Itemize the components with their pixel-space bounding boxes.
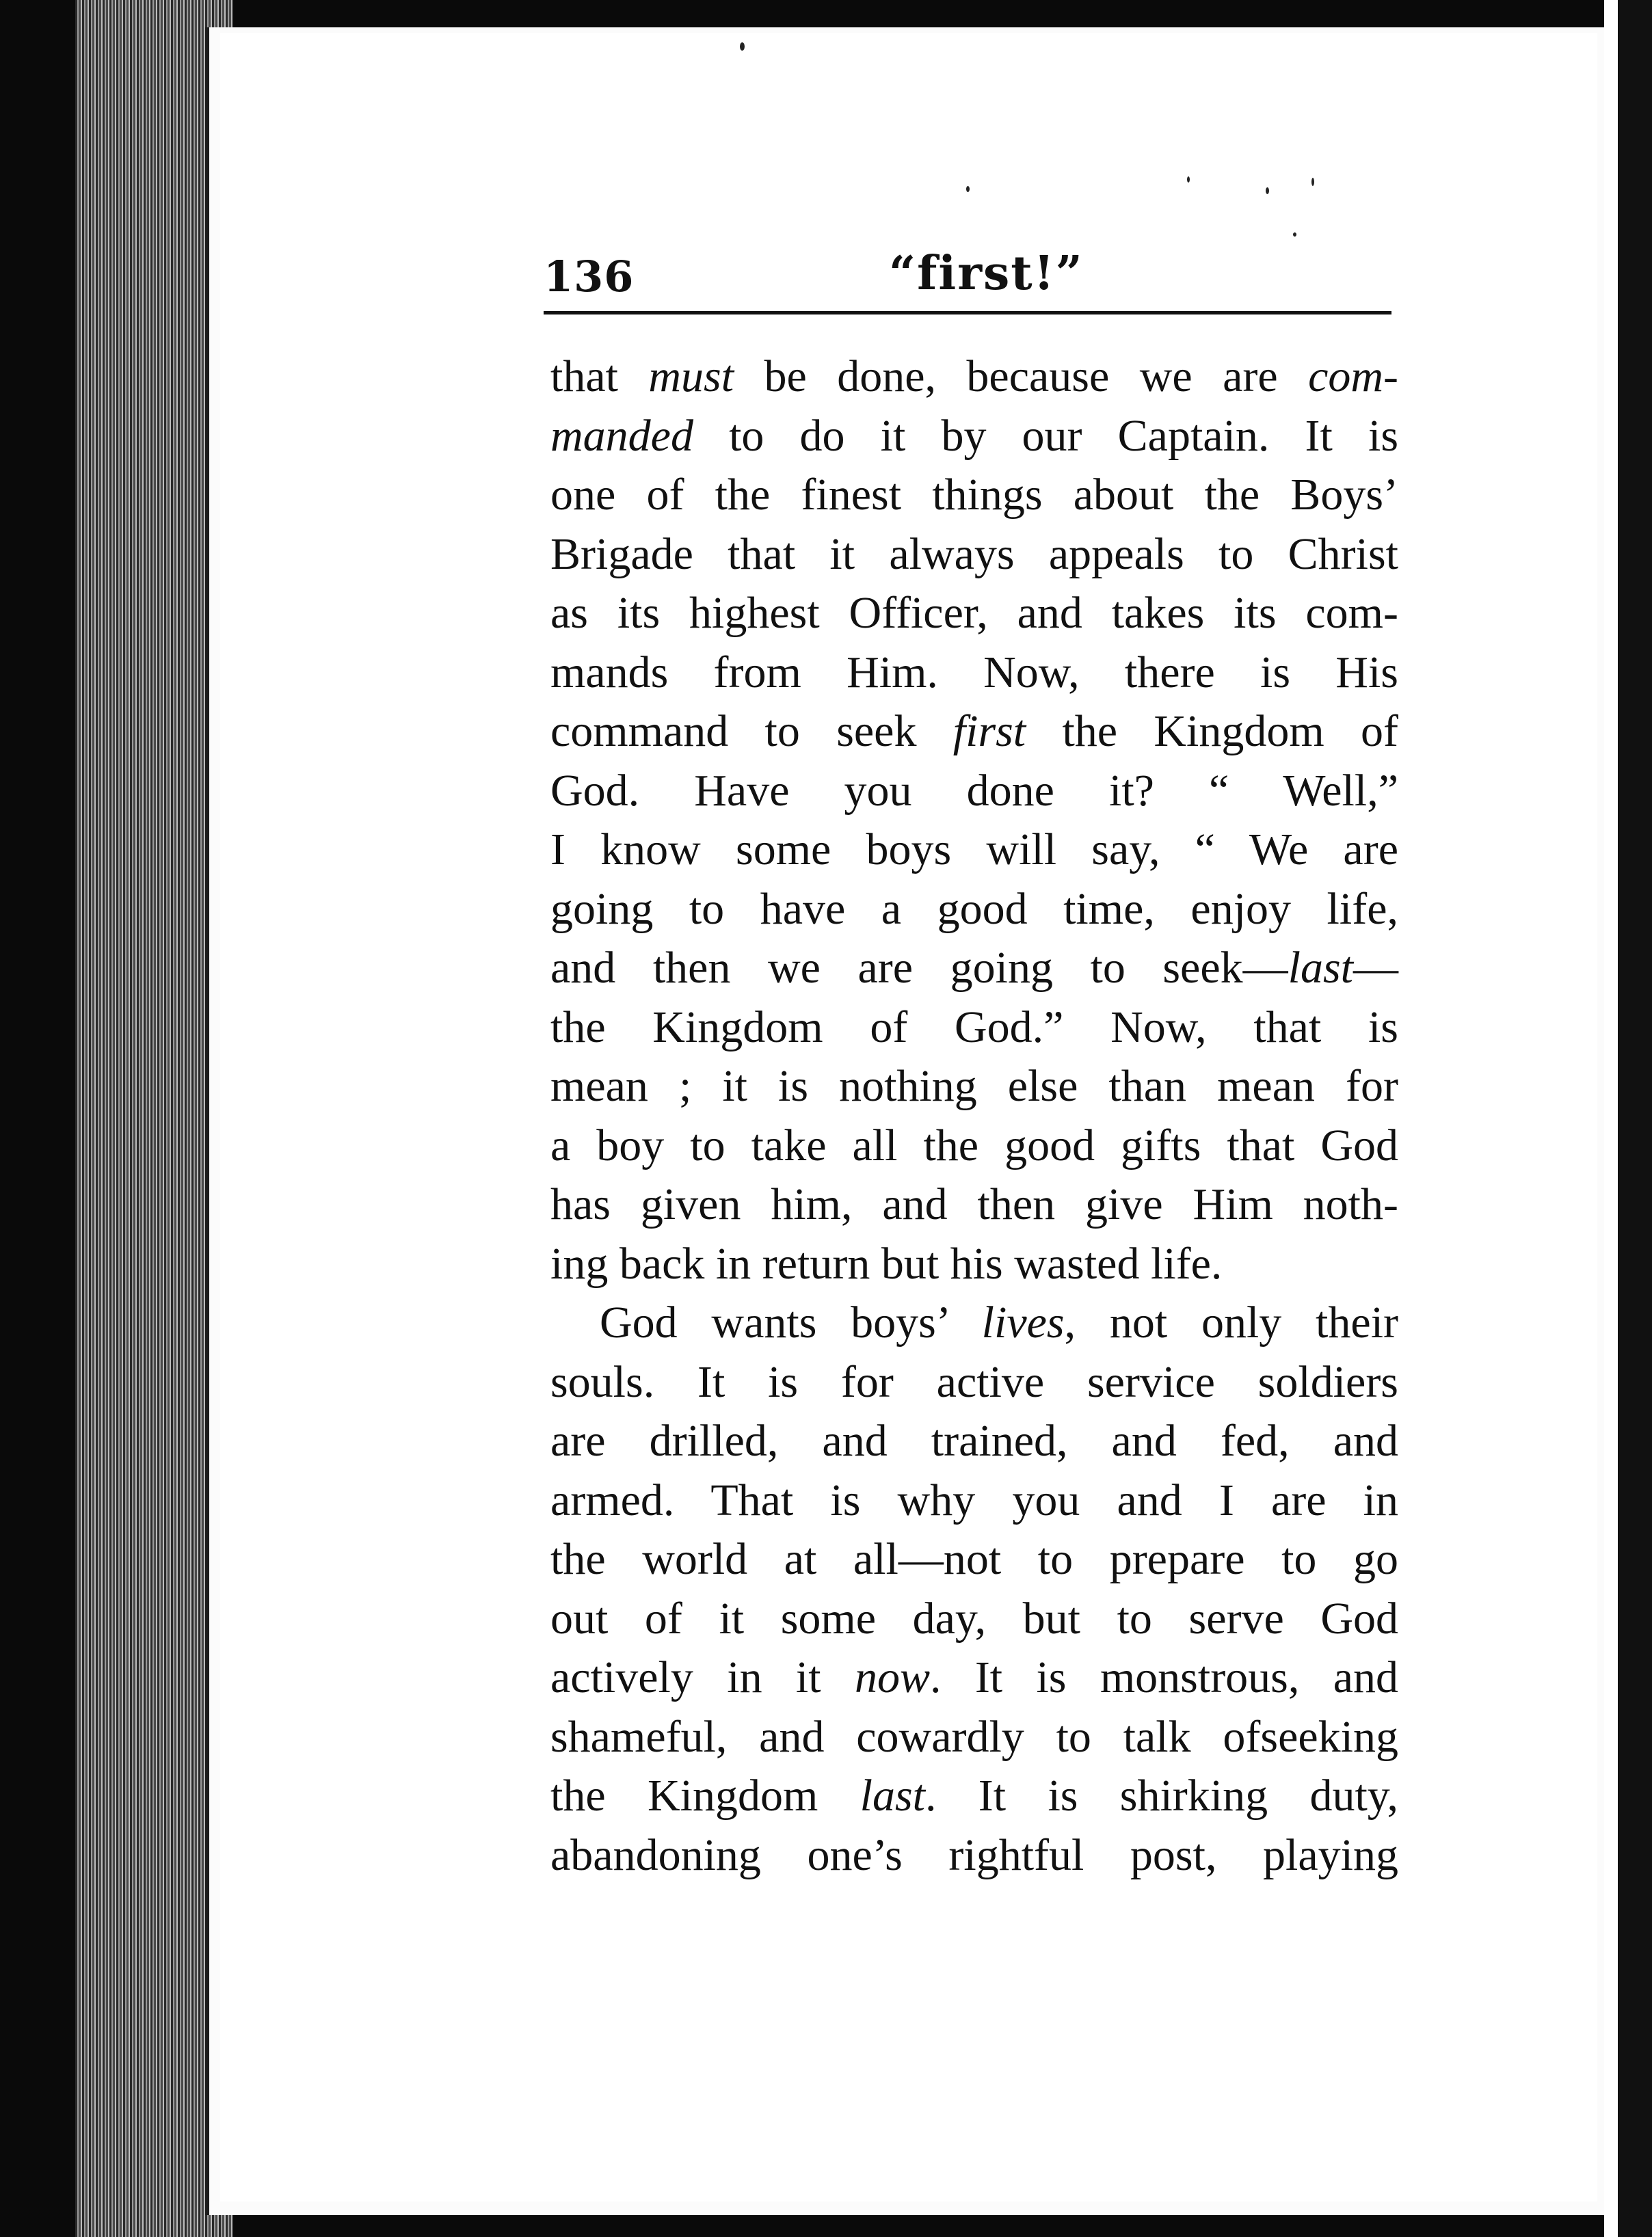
text-run: shameful, and cowardly to talk ofseeking (550, 1711, 1398, 1762)
text-line (550, 1412, 1398, 1471)
scan-speck (740, 42, 745, 51)
italic-text: manded (550, 410, 693, 461)
book-right-edge (1604, 0, 1652, 2237)
text-line (550, 1175, 1398, 1235)
text-line (550, 939, 1398, 998)
text-line (550, 702, 1398, 762)
text-line (550, 820, 1398, 880)
text-run: as its highest Officer, and takes its com- (550, 588, 1398, 638)
text-run: a boy to take all the good gifts that God (550, 1120, 1398, 1170)
text-run: to do it by our Captain. It is (693, 410, 1398, 461)
italic-text: must (648, 351, 734, 401)
text-run: the Kingdom of (1026, 706, 1398, 756)
text-run: mean ; it is nothing else than mean for (550, 1061, 1398, 1111)
paragraph (550, 1294, 1398, 1885)
scan-speck (1187, 176, 1190, 183)
scan-speck (1266, 187, 1269, 194)
text-line (550, 998, 1398, 1058)
text-run: abandoning one’s rightful post, playing (550, 1830, 1398, 1880)
page-header (544, 246, 1395, 328)
text-run: out of it some day, but to serve God (550, 1593, 1398, 1644)
text-run: — (1353, 943, 1398, 993)
text-line (550, 762, 1398, 821)
text-run: has given him, and then give Him noth- (550, 1179, 1398, 1229)
body-text (550, 347, 1398, 1885)
text-run: the world at all—not to prepare to go (550, 1534, 1398, 1584)
italic-text: last (860, 1771, 925, 1821)
italic-text: lives (981, 1298, 1065, 1348)
text-line (550, 347, 1398, 407)
text-line (550, 1648, 1398, 1708)
text-run: Brigade that it always appeals to Christ (550, 528, 1398, 579)
scan-speck (1311, 178, 1314, 186)
text-run: armed. That is why you and I are in (550, 1475, 1398, 1525)
text-line (550, 1767, 1398, 1826)
text-run: God wants boys’ (600, 1298, 982, 1348)
text-run: actively in it (550, 1652, 855, 1702)
text-line (550, 407, 1398, 466)
text-line (550, 1353, 1398, 1412)
text-run: going to have a good time, enjoy life, (550, 883, 1398, 934)
text-line (550, 1590, 1398, 1649)
running-head: “first!” (889, 246, 1084, 301)
text-run: . It is monstrous, and (929, 1652, 1398, 1702)
text-run: mands from Him. Now, there is His (550, 647, 1398, 697)
text-line (550, 1708, 1398, 1767)
text-run: and then we are going to seek— (550, 943, 1288, 993)
text-run: souls. It is for active service soldiers (550, 1356, 1398, 1407)
header-rule (544, 311, 1391, 314)
text-run: ing back in return but his wasted life. (550, 1238, 1223, 1289)
text-line (550, 1530, 1398, 1590)
scan-speck (966, 186, 970, 192)
italic-text: now (854, 1652, 930, 1702)
text-line (550, 1294, 1398, 1353)
text-run: one of the finest things about the Boys’ (550, 470, 1398, 520)
text-line (550, 880, 1398, 939)
text-line (550, 1235, 1398, 1294)
text-run: God. Have you done it? “ Well,” (550, 765, 1398, 816)
paragraph (550, 347, 1398, 1294)
text-run: the Kingdom of God.” Now, that is (550, 1002, 1398, 1052)
text-run: . It is shirking duty, (924, 1771, 1399, 1821)
text-line (550, 1826, 1398, 1886)
text-run: , not only their (1064, 1298, 1399, 1348)
italic-text: last (1288, 943, 1353, 993)
page-number: 136 (544, 252, 635, 302)
text-line (550, 1471, 1398, 1531)
text-run: are drilled, and trained, and fed, and (550, 1416, 1398, 1466)
text-run: that (550, 351, 649, 401)
text-line (550, 643, 1398, 703)
scan-speck (1293, 232, 1296, 237)
text-run: I know some boys will say, “ We are (550, 825, 1398, 874)
italic-text: com- (1308, 351, 1398, 401)
text-line (550, 525, 1398, 585)
text-line (550, 1116, 1398, 1176)
text-run: the Kingdom (550, 1771, 860, 1821)
text-run: be done, because we are (734, 351, 1309, 401)
text-run: command to seek (550, 706, 953, 756)
text-line (550, 466, 1398, 525)
text-line (550, 584, 1398, 643)
text-line (550, 1057, 1398, 1116)
italic-text: first (952, 706, 1026, 756)
